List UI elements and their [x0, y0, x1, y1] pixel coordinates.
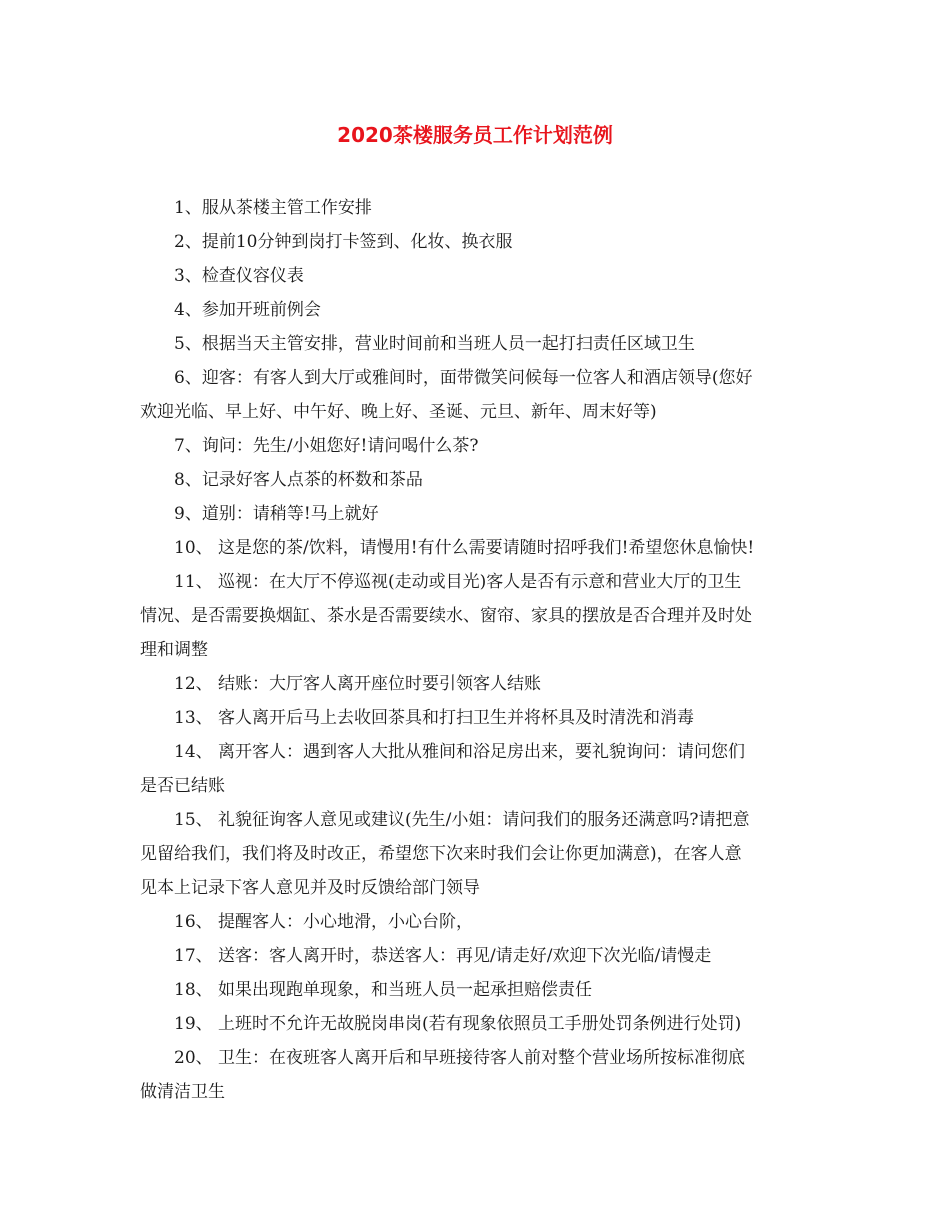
list-item — [140, 565, 820, 667]
list-item-continuation-line: 见留给我们，我们将及时改正，希望您下次来时我们会让你更加满意)，在客人意 — [140, 844, 742, 864]
list-item-first-line: 9、道别：请稍等!马上就好 — [174, 504, 379, 524]
list-item-first-line: 14、 离开客人：遇到客人大批从雅间和浴足房出来，要礼貌询问：请问您们 — [174, 742, 746, 762]
list-item-first-line: 3、检查仪容仪表 — [174, 266, 304, 286]
list-item — [140, 259, 820, 293]
list-item-first-line: 4、参加开班前例会 — [174, 300, 321, 320]
list-item-first-line: 7、询问：先生/小姐您好!请问喝什么茶? — [174, 436, 479, 456]
list-item — [140, 701, 820, 735]
list-item — [140, 735, 820, 803]
list-item — [140, 1041, 820, 1109]
list-item-first-line: 10、 这是您的茶/饮料，请慢用!有什么需要请随时招呼我们!希望您休息愉快! — [174, 538, 755, 558]
list-item — [140, 497, 820, 531]
list-item-first-line: 16、 提醒客人：小心地滑，小心台阶， — [174, 912, 474, 932]
list-item — [140, 225, 820, 259]
list-item — [140, 905, 820, 939]
list-item — [140, 463, 820, 497]
list-item-first-line: 11、 巡视：在大厅不停巡视(走动或目光)客人是否有示意和营业大厅的卫生 — [174, 572, 742, 592]
list-item-continuation-line: 理和调整 — [140, 640, 208, 660]
list-item — [140, 531, 820, 565]
list-item — [140, 327, 820, 361]
list-item-continuation-line: 是否已结账 — [140, 776, 225, 796]
list-item — [140, 361, 820, 429]
list-item — [140, 191, 820, 225]
list-item-continuation-line: 情况、是否需要换烟缸、茶水是否需要续水、窗帘、家具的摆放是否合理并及时处 — [140, 606, 752, 626]
document-body — [140, 191, 820, 1109]
list-item-first-line: 1、服从茶楼主管工作安排 — [174, 198, 372, 218]
list-item-first-line: 5、根据当天主管安排，营业时间前和当班人员一起打扫责任区域卫生 — [174, 334, 695, 354]
list-item-first-line: 18、 如果出现跑单现象，和当班人员一起承担赔偿责任 — [174, 980, 593, 1000]
list-item-first-line: 6、迎客：有客人到大厅或雅间时，面带微笑问候每一位客人和酒店领导(您好 — [174, 368, 753, 388]
list-item — [140, 667, 820, 701]
list-item-continuation-line: 见本上记录下客人意见并及时反馈给部门领导 — [140, 878, 480, 898]
list-item — [140, 293, 820, 327]
list-item-first-line: 8、记录好客人点茶的杯数和茶品 — [174, 470, 423, 490]
list-item-first-line: 20、 卫生：在夜班客人离开后和早班接待客人前对整个营业场所按标准彻底 — [174, 1048, 746, 1068]
list-item-first-line: 17、 送客：客人离开时，恭送客人：再见/请走好/欢迎下次光临/请慢走 — [174, 946, 712, 966]
list-item-first-line: 15、 礼貌征询客人意见或建议(先生/小姐：请问我们的服务还满意吗?请把意 — [174, 810, 750, 830]
list-item — [140, 973, 820, 1007]
list-item — [140, 803, 820, 905]
list-item-continuation-line: 做清洁卫生 — [140, 1082, 225, 1102]
list-item — [140, 939, 820, 973]
list-item-first-line: 13、 客人离开后马上去收回茶具和打扫卫生并将杯具及时清洗和消毒 — [174, 708, 695, 728]
list-item-continuation-line: 欢迎光临、早上好、中午好、晚上好、圣诞、元旦、新年、周末好等) — [140, 402, 657, 422]
list-item — [140, 429, 820, 463]
list-item-first-line: 2、提前10分钟到岗打卡签到、化妆、换衣服 — [174, 232, 513, 252]
list-item-first-line: 19、 上班时不允许无故脱岗串岗(若有现象依照员工手册处罚条例进行处罚) — [174, 1014, 742, 1034]
list-item — [140, 1007, 820, 1041]
document-title: 2020茶楼服务员工作计划范例 — [337, 123, 613, 147]
list-item-first-line: 12、 结账：大厅客人离开座位时要引领客人结账 — [174, 674, 542, 694]
